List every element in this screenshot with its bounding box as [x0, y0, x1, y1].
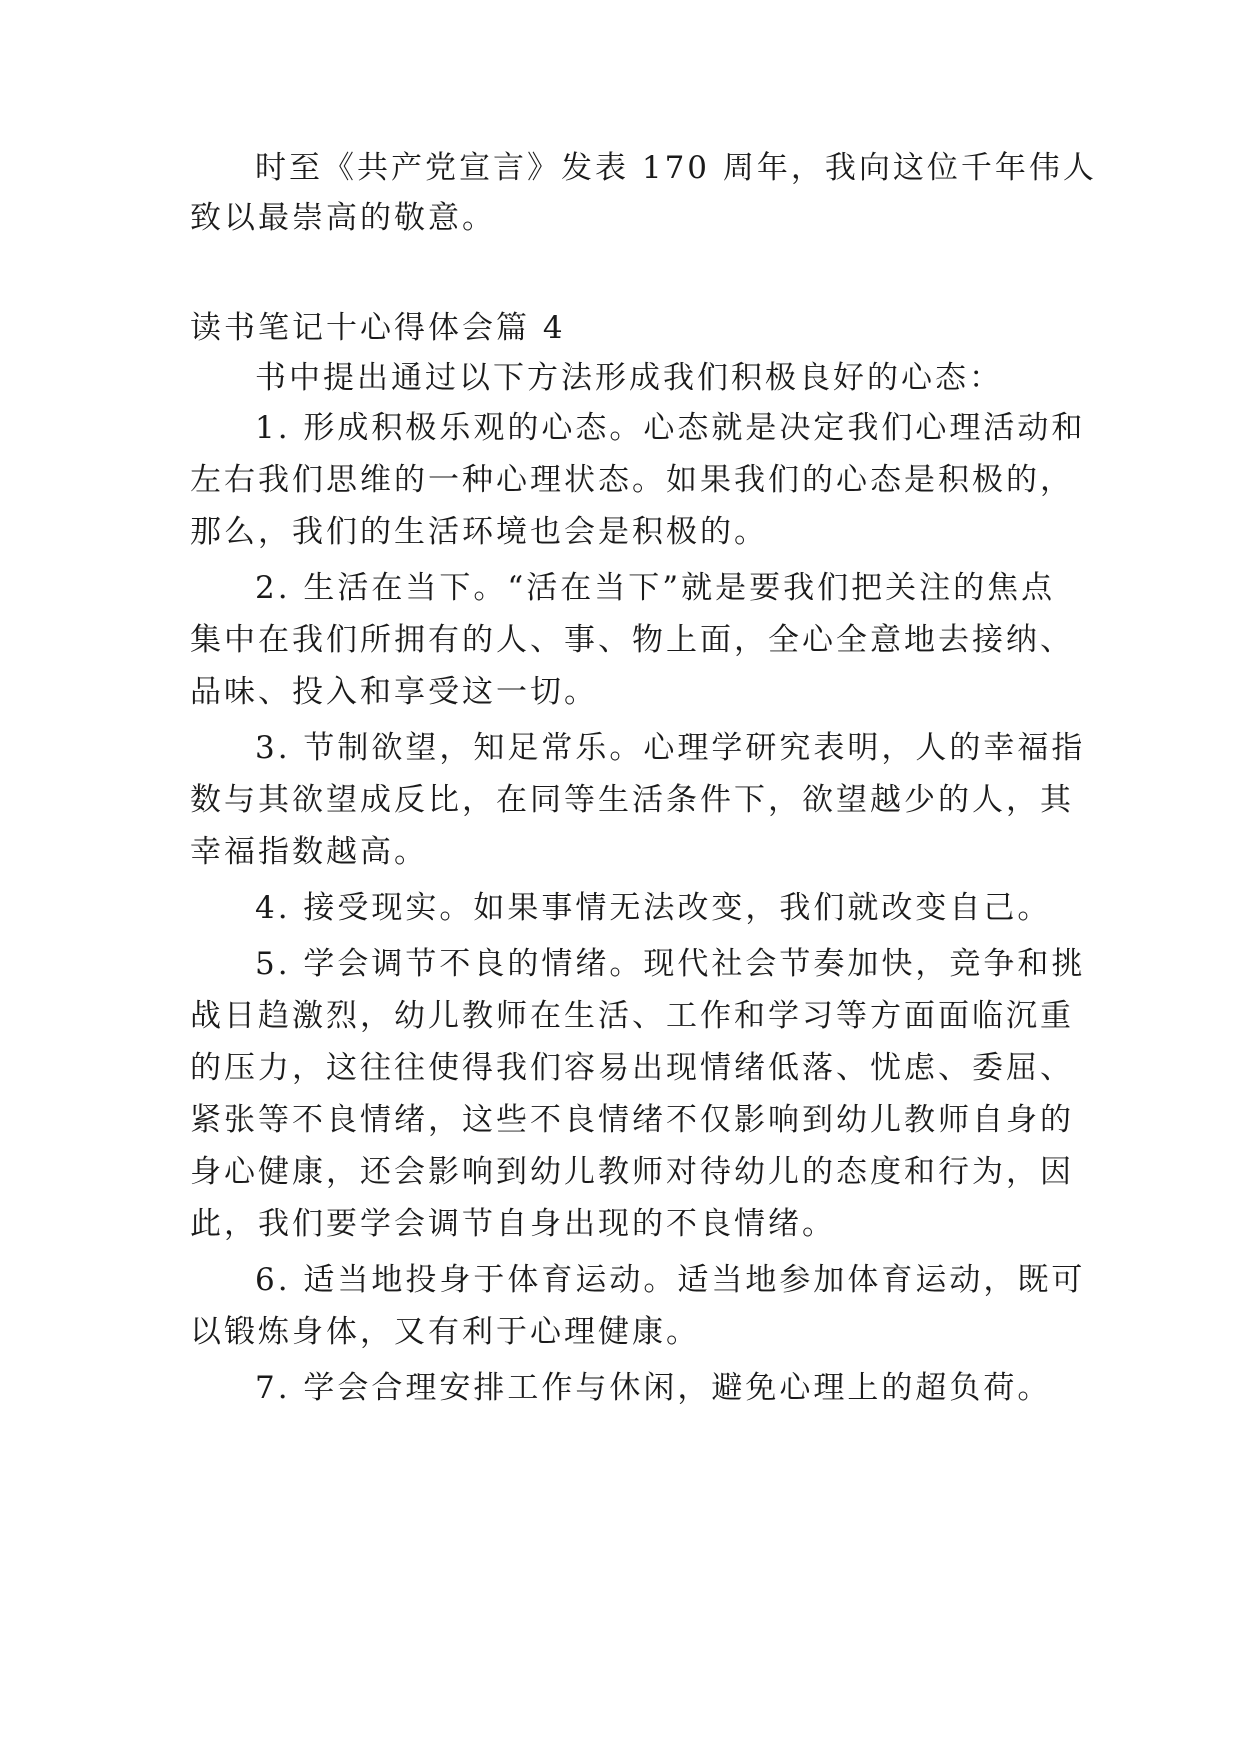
- paragraph-line: 战日趋激烈，幼儿教师在生活、工作和学习等方面面临沉重: [190, 998, 1074, 1034]
- paragraph-line: 7. 学会合理安排工作与休闲，避免心理上的超负荷。: [255, 1370, 1052, 1406]
- paragraph-line: 的压力，这往往使得我们容易出现情绪低落、忧虑、委屈、: [190, 1050, 1074, 1086]
- paragraph-line: 身心健康，还会影响到幼儿教师对待幼儿的态度和行为，因: [190, 1154, 1074, 1190]
- paragraph-line: 5. 学会调节不良的情绪。现代社会节奏加快，竞争和挑: [255, 946, 1086, 982]
- paragraph-line: 6. 适当地投身于体育运动。适当地参加体育运动，既可: [255, 1262, 1086, 1298]
- paragraph-line: 4. 接受现实。如果事情无法改变，我们就改变自己。: [255, 890, 1052, 926]
- paragraph-line: 数与其欲望成反比，在同等生活条件下，欲望越少的人，其: [190, 782, 1074, 818]
- paragraph-line: 书中提出通过以下方法形成我们积极良好的心态：: [255, 360, 1003, 396]
- paragraph-line: 1. 形成积极乐观的心态。心态就是决定我们心理活动和: [255, 410, 1086, 446]
- section-heading: 读书笔记十心得体会篇 4: [190, 310, 566, 346]
- paragraph-line: 紧张等不良情绪，这些不良情绪不仅影响到幼儿教师自身的: [190, 1102, 1074, 1138]
- paragraph-line: 那么，我们的生活环境也会是积极的。: [190, 514, 768, 550]
- paragraph-line: 此，我们要学会调节自身出现的不良情绪。: [190, 1206, 836, 1242]
- paragraph-line: 3. 节制欲望，知足常乐。心理学研究表明，人的幸福指: [255, 730, 1086, 766]
- paragraph-line: 品味、投入和享受这一切。: [190, 674, 598, 710]
- paragraph-line: 以锻炼身体，又有利于心理健康。: [190, 1314, 700, 1350]
- paragraph-line: 集中在我们所拥有的人、事、物上面，全心全意地去接纳、: [190, 622, 1074, 658]
- paragraph-line: 2. 生活在当下。“活在当下”就是要我们把关注的焦点: [255, 570, 1056, 606]
- paragraph-line: 左右我们思维的一种心理状态。如果我们的心态是积极的，: [190, 462, 1074, 498]
- paragraph-line: 致以最崇高的敬意。: [190, 200, 496, 236]
- paragraph-line: 时至《共产党宣言》发表 170 周年，我向这位千年伟人: [255, 150, 1097, 186]
- paragraph-line: 幸福指数越高。: [190, 834, 428, 870]
